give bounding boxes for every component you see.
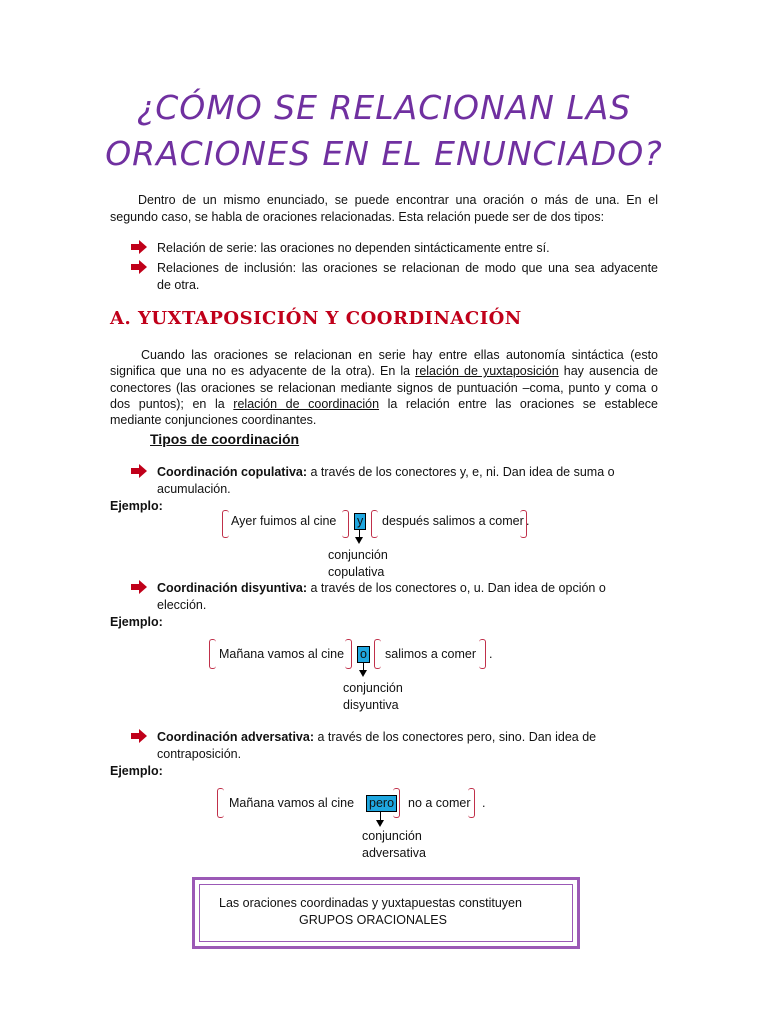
connector-o: o xyxy=(357,646,370,663)
bracket-left xyxy=(371,510,378,538)
section-a-line4 xyxy=(110,396,658,413)
bracket-left xyxy=(217,788,224,818)
bracket-right xyxy=(342,510,349,538)
bracket-left xyxy=(222,510,229,538)
bullet-arrow-icon xyxy=(131,580,147,594)
intro-line1: Dentro de un mismo enunciado, se puede encontrar una oración o más de una. En el xyxy=(138,193,658,207)
copulativa-term: Coordinación copulativa: xyxy=(157,465,308,479)
page-title-line1: ¿CÓMO SE RELACIONAN LAS xyxy=(136,88,632,127)
disyuntiva-caption2: disyuntiva xyxy=(343,698,399,712)
adversativa-caption2: adversativa xyxy=(362,846,426,860)
intro-line2: segundo caso, se habla de oraciones relacionadas. Esta relación puede ser de dos tipos: xyxy=(110,210,605,224)
bracket-right xyxy=(468,788,475,818)
copulativa-desc xyxy=(157,464,615,481)
adversativa-desc-line2: contraposición. xyxy=(157,747,242,761)
adversativa-term: Coordinación adversativa: xyxy=(157,730,314,744)
link-coordinacion: relación de coordinación xyxy=(233,397,380,411)
bracket-left xyxy=(374,639,381,669)
disyuntiva-rest: a través de los conectores o, u. Dan idea de opción o xyxy=(307,581,606,595)
ejemplo-label: Ejemplo: xyxy=(110,615,163,629)
section-a-line1: Cuando las oraciones se relacionan en serie hay entre ellas autonomía sintáctica (esto xyxy=(141,348,658,362)
summary-line1: Las oraciones coordinadas y yuxtapuestas constituyen xyxy=(219,896,522,910)
disyuntiva-caption1: conjunción xyxy=(343,681,403,695)
ejemplo-label: Ejemplo: xyxy=(110,499,163,513)
summary-box xyxy=(192,877,580,949)
bullet-arrow-icon xyxy=(131,729,147,743)
section-a-line3: conectores (las oraciones se relacionan mediante signos de puntuación –coma, punto y coma o xyxy=(110,381,658,395)
bracket-right xyxy=(393,788,400,818)
section-a-line4-b: la relación entre las oraciones se establece xyxy=(379,397,658,411)
summary-line2: GRUPOS ORACIONALES xyxy=(299,913,447,927)
adversativa-example-end: . xyxy=(482,796,486,810)
section-a-line5: mediante conjunciones coordinantes. xyxy=(110,413,317,427)
section-a-line2-a: significa que una no es adyacente de la otra). En la xyxy=(110,364,416,378)
disyuntiva-desc xyxy=(157,580,606,597)
section-a-heading: A. YUXTAPOSICIÓN Y COORDINACIÓN xyxy=(110,308,522,329)
disyuntiva-example-end: . xyxy=(489,647,493,661)
link-yuxtaposicion: relación de yuxtaposición xyxy=(415,364,559,378)
bracket-left xyxy=(209,639,216,669)
bracket-right xyxy=(479,639,486,669)
bullet-arrow-icon xyxy=(131,260,147,274)
bullet-inclusion-line1: Relaciones de inclusión: las oraciones se relacionan de modo que una sea adyacente xyxy=(157,261,658,275)
tipos-heading: Tipos de coordinación xyxy=(150,431,300,447)
copulativa-example-left: Ayer fuimos al cine xyxy=(231,514,337,528)
section-a-line4-a: dos puntos); en la xyxy=(110,397,234,411)
disyuntiva-desc-line2: elección. xyxy=(157,598,207,612)
adversativa-example-right: no a comer xyxy=(408,796,471,810)
arrow-down-icon xyxy=(359,670,367,677)
bullet-arrow-icon xyxy=(131,464,147,478)
connector-pero: pero xyxy=(366,795,397,812)
copulativa-caption1: conjunción xyxy=(328,548,388,562)
page-title-line2: ORACIONES EN EL ENUNCIADO? xyxy=(105,134,663,173)
disyuntiva-example-left: Mañana vamos al cine xyxy=(219,647,345,661)
bullet-arrow-icon xyxy=(131,240,147,254)
adversativa-desc xyxy=(157,729,596,746)
section-a-line2 xyxy=(110,363,658,380)
disyuntiva-example-right: salimos a comer xyxy=(385,647,476,661)
section-a-line2-b: hay ausencia de xyxy=(558,364,658,378)
copulativa-desc-line2: acumulación. xyxy=(157,482,231,496)
bullet-inclusion-line2: de otra. xyxy=(157,278,200,292)
copulativa-example-right: después salimos a comer xyxy=(382,514,524,528)
connector-y: y xyxy=(354,513,366,530)
copulativa-example-end: . xyxy=(526,514,530,528)
copulativa-rest: a través de los conectores y, e, ni. Dan idea de suma o xyxy=(307,465,615,479)
bullet-serie: Relación de serie: las oraciones no dependen sintácticamente entre sí. xyxy=(157,241,550,255)
arrow-down-icon xyxy=(355,537,363,544)
adversativa-example-left: Mañana vamos al cine xyxy=(229,796,355,810)
disyuntiva-term: Coordinación disyuntiva: xyxy=(157,581,308,595)
arrow-down-icon xyxy=(376,820,384,827)
adversativa-rest: a través de los conectores pero, sino. Dan idea de xyxy=(314,730,597,744)
ejemplo-label: Ejemplo: xyxy=(110,764,163,778)
bracket-right xyxy=(345,639,352,669)
adversativa-caption1: conjunción xyxy=(362,829,422,843)
copulativa-caption2: copulativa xyxy=(328,565,385,579)
